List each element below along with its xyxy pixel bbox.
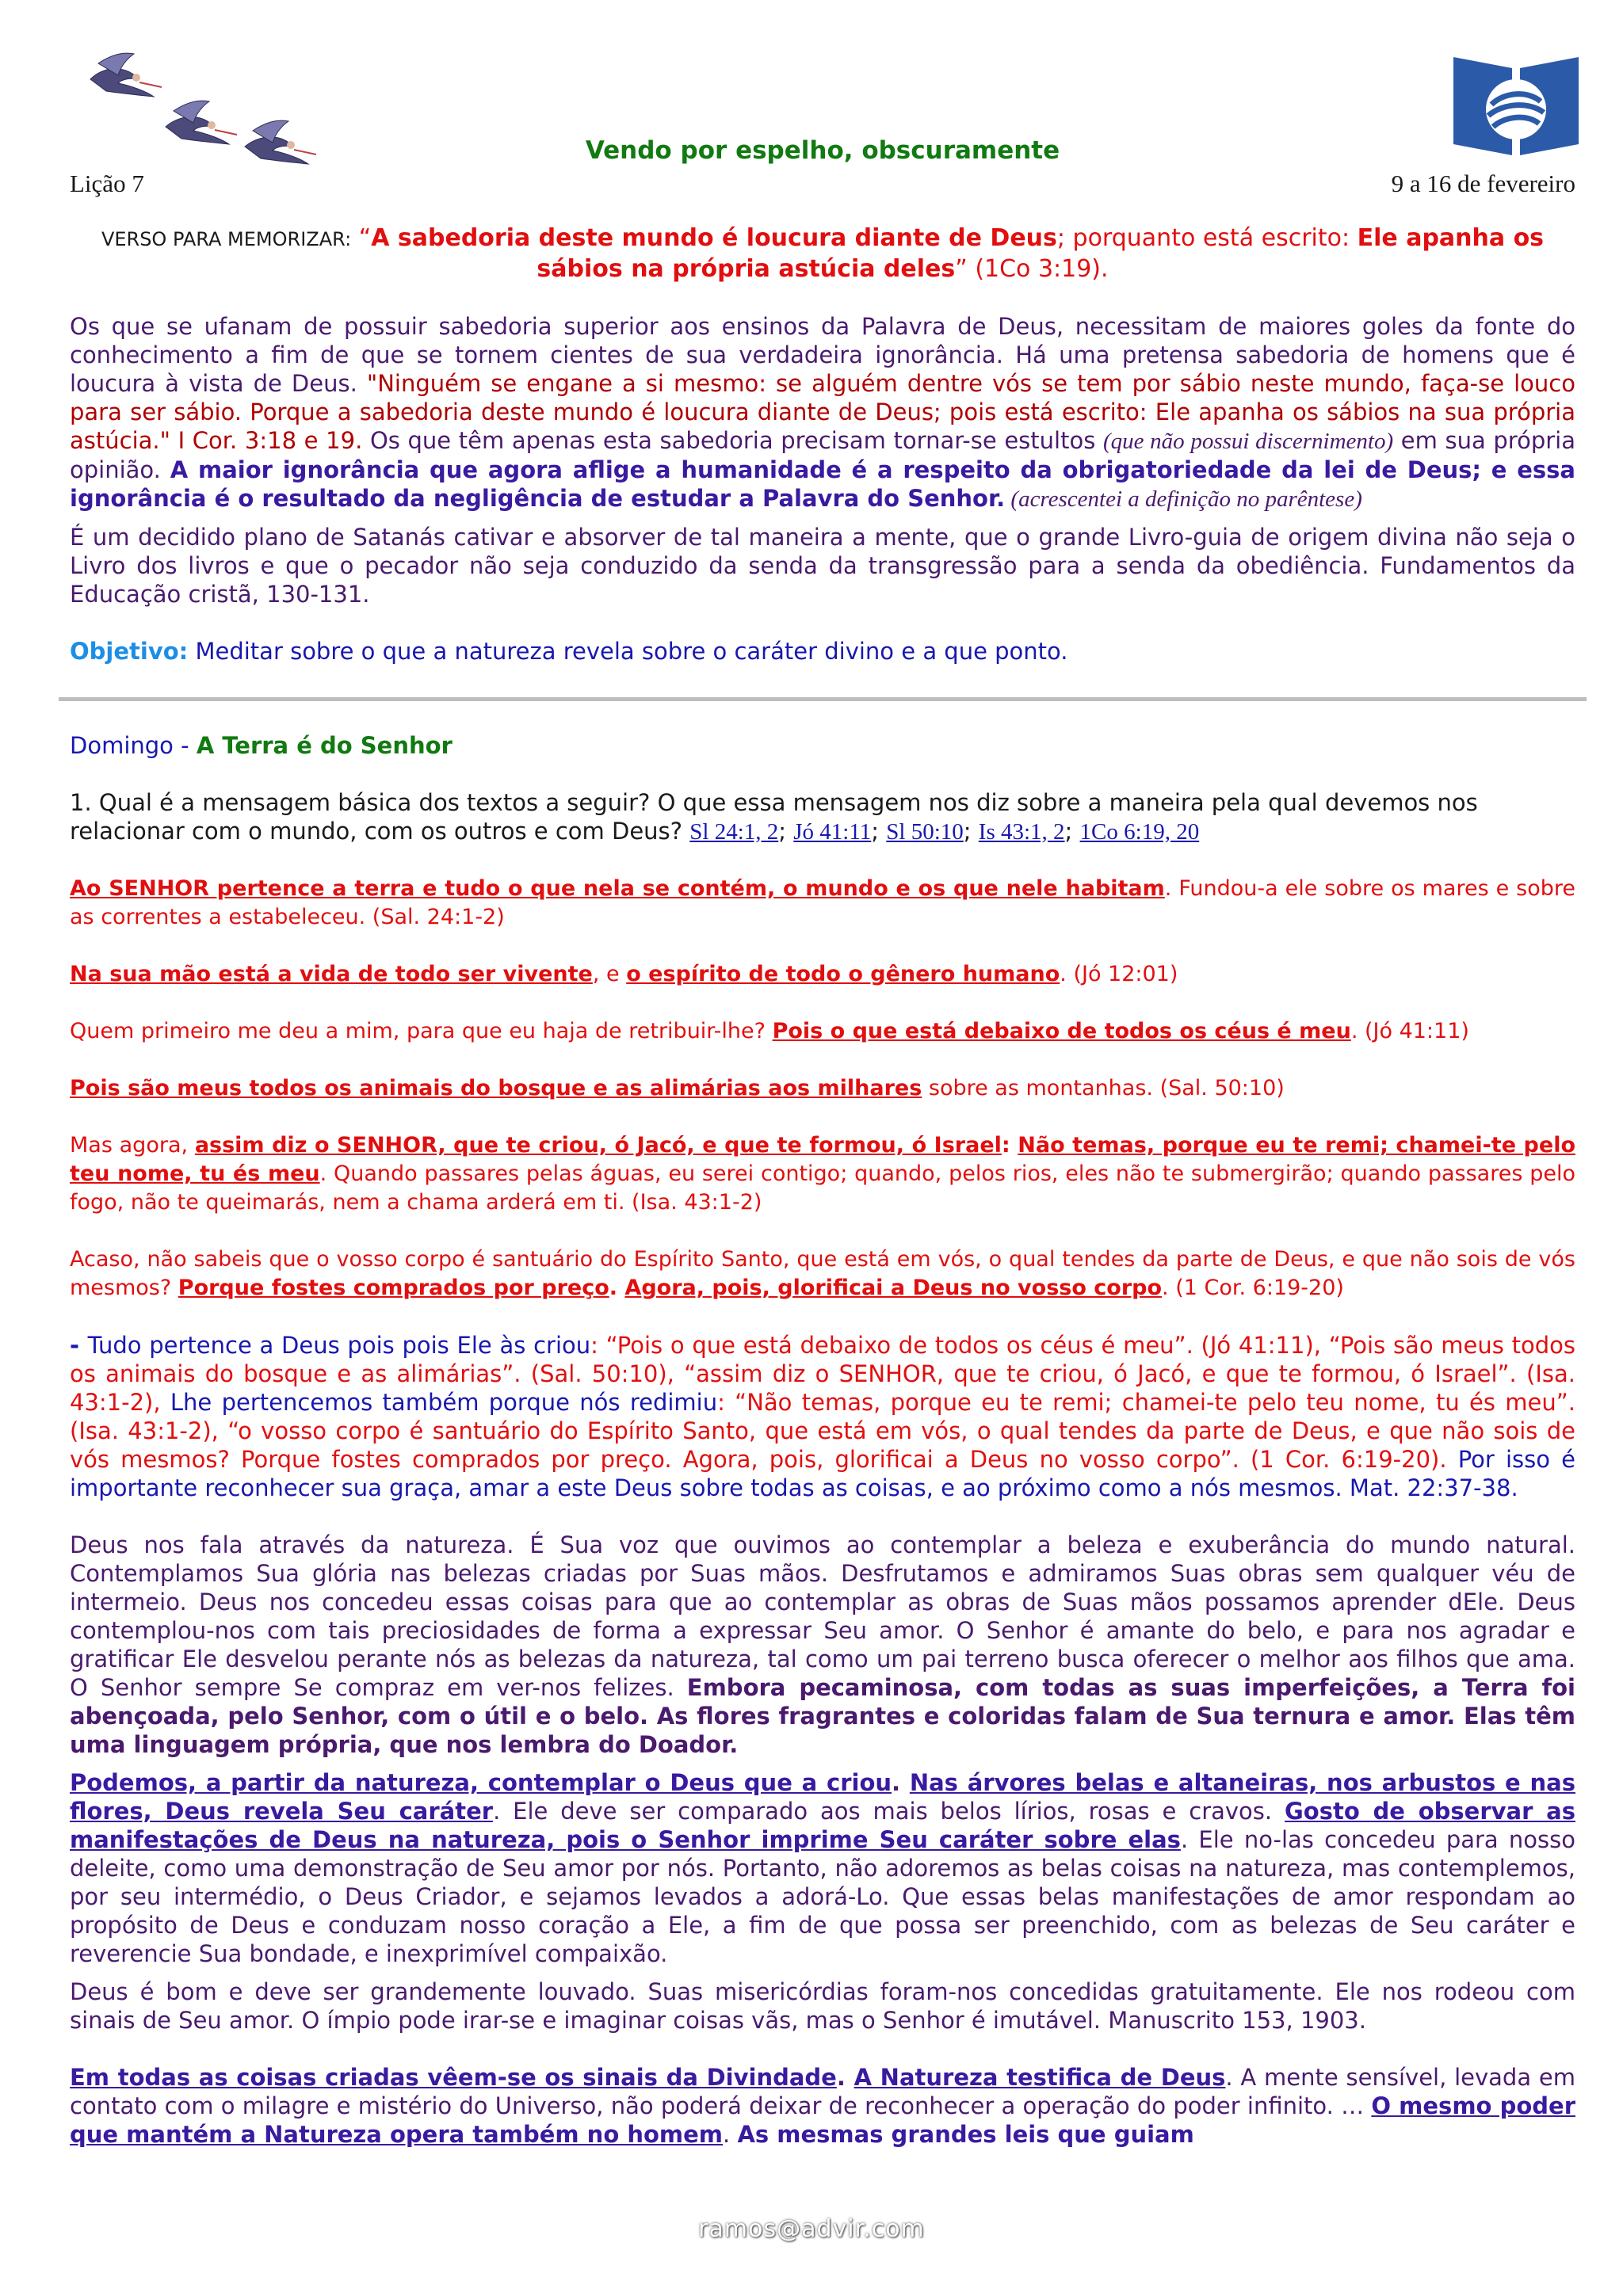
memory-verse-label: VERSO PARA MEMORIZAR:: [101, 228, 352, 250]
summary-part-4: : “Não temas, porque eu te remi; chamei-te pelo teu nome, tu és meu”. (Isa. 43:1-2), “o vosso corpo é santuário do Espírito Santo, que está em vós, o qual tendes da parte de Deus, e que não sois de vós mesmos? Porque fostes comprados por preço. Agora, pois, glorificai a Deus no vosso corpo”. (1 Cor. 6:19-20).: [70, 1389, 1575, 1473]
ref-link-3[interactable]: Sl 50:10: [886, 819, 964, 845]
intro-text-1: Os que se ufanam de possuir sabedoria superior aos ensinos da Palavra de Deus, necessitam de maiores goles da fonte do conhecimento a fim de que se tornem cientes de sua verdadeira ignorância. Há uma pretensa sabedoria de homens que é loucura à vista de Deus.: [70, 313, 1575, 397]
verse-part3: Ele apanha os sábios na própria astúcia deles: [537, 224, 1545, 283]
nature-text: .: [836, 2064, 854, 2091]
nature-text: Deus nos fala através da natureza. É Sua voz que ouvimos ao contemplar a beleza e exuberância do mundo natural. Contemplamos Sua glória nas belezas criadas por Suas mãos. Desfrutamos e admiramos Suas obras sem qualquer véu de intermeio. Deus nos concedeu essas coisas para que ao contemplar as obras de Suas mãos possamos aprender dEle. Deus contemplou-nos com tais preciosidades de forma a expressar Seu amor. O Senhor é amante do belo, e para nos agradar e gratificar Ele desvelou perante nós as belezas da natureza, tal como um pai terreno busca oferecer o melhor aos filhos que ama. O Senhor sempre Se compraz em ver-nos felizes.: [70, 1531, 1575, 1701]
nature-paragraph-3: Deus é bom e deve ser grandemente louvado. Suas misericórdias foram-nos concedidas gratuitamente. Ele nos rodeou com sinais de Seu amor. O ímpio pode irar-se e imaginar coisas vãs, mas o Senhor é imutável. Manuscrito 153, 1903.: [70, 1978, 1575, 2034]
verse-text-emph: Agora, pois, glorificai a Deus no vosso corpo: [624, 1276, 1163, 1300]
nature-emph-2: Nas árvores belas e altaneiras, nos arbustos e nas flores, Deus revela Seu caráter: [70, 1769, 1575, 1825]
ref-link-2[interactable]: Jó 41:11: [793, 819, 872, 845]
intro-paragraph-2: É um decidido plano de Satanás cativar e absorver de tal maneira a mente, que o grande Livro-guia de origem divina não seja o Livro dos livros e que o pecador não seja conduzido da senda da transgressão para a senda da obediência. Fundamentos da Educação cristã, 130-131.: [70, 524, 1575, 608]
verse-quote-open: “: [351, 224, 372, 252]
verse-text-emph: Pois são meus todos os animais do bosque e as alimárias aos milhares: [70, 1076, 922, 1100]
verse-text-emph: Não temas, porque eu te remi; chamei-te pelo teu nome, tu és meu: [70, 1133, 1575, 1186]
verse-text: . (1 Cor. 6:19-20): [1162, 1276, 1344, 1300]
intro-text-5: em sua própria opinião.: [70, 427, 1575, 483]
verse-text: :: [1001, 1133, 1018, 1158]
nature-emph-4: Em todas as coisas criadas vêem-se os sinais da Divindade: [70, 2064, 837, 2091]
summary-part-2: : “Pois o que está debaixo de todos os céus é meu”. (Jó 41:11), “Pois são meus todos os animais do bosque e as alimárias”. (Sal. 50:10), “assim diz o SENHOR, que te criou, ó Jacó, e que te formou, ó Israel”. (Isa. 43:1-2),: [70, 1332, 1575, 1416]
sunday-heading: [70, 731, 1575, 760]
lesson-title: Vendo por espelho, obscuramente: [585, 136, 1060, 165]
ref-separator: ;: [963, 818, 979, 845]
verse-part1: A sabedoria deste mundo é loucura diante de Deus: [371, 224, 1057, 252]
verse-text-emph: Ao SENHOR pertence a terra e tudo o que nela se contém, o mundo e os que nele habitam: [70, 876, 1165, 901]
verse-isaiah-43: [70, 1131, 1575, 1217]
verse-psalm-50: [70, 1074, 1575, 1103]
lesson-number: Lição 7: [70, 170, 144, 197]
verse-text: , e: [592, 962, 627, 986]
nature-text: . Ele deve ser comparado aos mais belos lírios, rosas e cravos.: [493, 1798, 1285, 1825]
verse-text: Mas agora,: [70, 1133, 195, 1158]
ref-link-4[interactable]: Is 43:1, 2: [978, 819, 1065, 845]
verse-part4: ” (1Co 3:19).: [955, 255, 1109, 283]
nature-emph-1: Podemos, a partir da natureza, contemplar o Deus que a criou: [70, 1769, 892, 1796]
sunday-title: A Terra é do Senhor: [196, 732, 453, 759]
footer-email: ramos@advir.com: [698, 2215, 925, 2243]
objective: [70, 637, 1575, 666]
verse-text-emph: Porque fostes comprados por preço: [178, 1276, 609, 1300]
summary-paragraph: [70, 1331, 1575, 1502]
nature-text: . A mente sensível, levada em contato com o milagre e mistério do Universo, não poderá deixar de reconhecer a operação do poder infinito. …: [70, 2064, 1576, 2119]
intro-emphasis: A maior ignorância que agora aflige a humanidade é a respeito da obrigatoriedade da lei de Deus; e essa ignorância é o resultado da negligência de estudar a Palavra do Senhor.: [70, 456, 1575, 512]
nature-paragraph-2: [70, 1768, 1575, 1968]
verse-text-emph: o espírito de todo o gênero humano: [626, 962, 1060, 986]
sunday-day-label: Domingo -: [70, 732, 197, 759]
ref-link-1[interactable]: Sl 24:1, 2: [689, 819, 779, 845]
verse-text-emph: Na sua mão está a vida de todo ser vivente: [70, 962, 593, 986]
summary-part-3: Lhe pertencemos também porque nós redimiu: [170, 1389, 718, 1416]
verse-job-12: [70, 960, 1575, 989]
verse-text: . (Jó 12:01): [1060, 962, 1178, 986]
memory-verse: [70, 206, 1575, 284]
intro-note: (acrescentei a definição no parêntese): [1005, 486, 1362, 512]
question-text: 1. Qual é a mensagem básica dos textos a seguir? O que essa mensagem nos diz sobre a maneira pela qual devemos nos relacionar com o mundo, com os outros e com Deus?: [70, 789, 1478, 845]
intro-quote: "Ninguém se engane a si mesmo: se alguém dentre vós se tem por sábio neste mundo, faça-se louco para ser sábio. Porque a sabedoria deste mundo é loucura diante de Deus; pois está escrito: Ele apanha os sábios na sua própria astúcia." I Cor. 3:18 e 19.: [70, 370, 1575, 454]
ref-separator: ;: [778, 818, 794, 845]
summary-part-1: Tudo pertence a Deus pois pois Ele às criou: [87, 1332, 591, 1359]
verse-text: Quem primeiro me deu a mim, para que eu haja de retribuir-lhe?: [70, 1019, 773, 1043]
verse-text: Acaso, não sabeis que o vosso corpo é santuário do Espírito Santo, que está em vós, o qual tendes da parte de Deus, e que não sois de vós mesmos?: [70, 1247, 1575, 1300]
nature-text: .: [892, 1769, 910, 1796]
verse-text: . (Jó 41:11): [1350, 1019, 1469, 1043]
objective-text: Meditar sobre o que a natureza revela sobre o caráter divino e a que ponto.: [188, 638, 1068, 665]
nature-text: .: [723, 2121, 738, 2148]
question-1: [70, 788, 1575, 846]
intro-definition: (que não possui discernimento): [1102, 429, 1394, 454]
intro-paragraph: [70, 312, 1575, 513]
verse-text: . Quando passares pelas águas, eu serei contigo; quando, pelos rios, eles não te submergirão; quando passares pelo fogo, não te queimarás, nem a chama arderá em ti. (Isa. 43:1-2): [70, 1161, 1575, 1215]
nature-emph-6: O mesmo poder que mantém a Natureza opera também no homem: [70, 2092, 1576, 2148]
nature-emphasis: Embora pecaminosa, com todas as suas imperfeições, a Terra foi abençoada, pelo Senhor, com o útil e o belo. As flores fragrantes e coloridas falam de Sua ternura e amor. Elas têm uma linguagem própria, que nos lembra do Doador.: [70, 1674, 1575, 1758]
ref-separator: ;: [1064, 818, 1080, 845]
verse-text: . Fundou-a ele sobre os mares e sobre as correntes a estabeleceu. (Sal. 24:1-2): [70, 876, 1575, 929]
verse-text-emph: assim diz o SENHOR, que te criou, ó Jacó, e que te formou, ó Israel: [194, 1133, 1002, 1158]
nature-text: . Ele no-las concedeu para nosso deleite, como uma demonstração de Seu amor por nós. Portanto, não adoremos as belas coisas na natureza, mas contemplemos, por seu intermédio, o Deus Criador, e sejamos levados a adorá-Lo. Que essas belas manifestações de amor respondam ao propósito de Deus e conduzam nosso coração a Ele, a fim de que possa ser preenchido, com as belezas de Seu caráter e reverencie Sua bondade, e inexprimível compaixão.: [70, 1826, 1575, 1967]
verse-text: sobre as montanhas. (Sal. 50:10): [922, 1076, 1285, 1100]
verse-job-41: [70, 1017, 1575, 1046]
intro-text-3: Os que têm apenas esta sabedoria precisam tornar-se estultos: [362, 427, 1103, 454]
nature-emph-7: As mesmas grandes leis que guiam: [737, 2121, 1194, 2148]
section-divider: [59, 697, 1587, 701]
lesson-dates: 9 a 16 de fevereiro: [1391, 170, 1575, 197]
verse-1cor-6: [70, 1245, 1575, 1302]
verse-psalm-24: [70, 875, 1575, 932]
verse-text-emph: Pois o que está debaixo de todos os céus é meu: [772, 1019, 1351, 1043]
nature-emph-5: A Natureza testifica de Deus: [854, 2064, 1226, 2091]
verse-text: .: [609, 1276, 625, 1300]
nature-paragraph-1: [70, 1531, 1575, 1759]
objective-label: Objetivo:: [70, 638, 189, 665]
ref-separator: ;: [871, 818, 887, 845]
summary-part-5: Por isso é importante reconhecer sua graça, amar a este Deus sobre todas as coisas, e ao próximo como a nós mesmos. Mat. 22:37-38.: [70, 1446, 1575, 1501]
nature-paragraph-4: [70, 2063, 1575, 2149]
verse-part2: ; porquanto está escrito:: [1056, 224, 1358, 252]
bullet-dash: -: [70, 1332, 88, 1359]
nature-emph-3: Gosto de observar as manifestações de Deus na natureza, pois o Senhor imprime Seu caráter sobre elas: [70, 1798, 1575, 1853]
ref-link-5[interactable]: 1Co 6:19, 20: [1079, 819, 1200, 845]
header: [70, 0, 1575, 206]
document-page: [70, 0, 1575, 2149]
